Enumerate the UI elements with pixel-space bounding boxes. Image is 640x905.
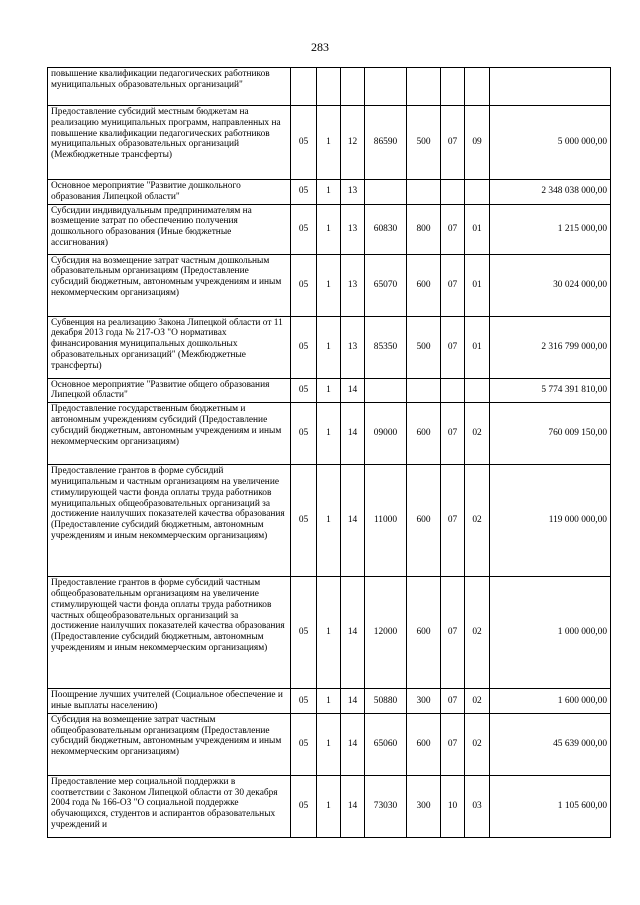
subsection-code [465, 180, 490, 205]
table-row [48, 378, 611, 403]
subprogram-code: 1 [317, 775, 341, 837]
activity-code: 13 [341, 254, 365, 316]
direction-code: 50880 [365, 689, 407, 714]
section-code: 07 [441, 465, 465, 577]
row-name: Субвенция на реализацию Закона Липецкой области от 11 декабря 2013 года № 217-ОЗ "О нормативах финансирования муниципальных дошкольных образовательных организаций" (Межбюджетные трансферты) [48, 316, 291, 378]
direction-code: 85350 [365, 316, 407, 378]
section-code: 07 [441, 713, 465, 775]
direction-code: 65070 [365, 254, 407, 316]
program-code: 05 [291, 465, 317, 577]
subsection-code: 03 [465, 775, 490, 837]
row-name: Предоставление грантов в форме субсидий муниципальным и частным организациям на увеличение стимулирующей части фонда оплаты труда работников муниципальных общеобразовательных организаций за достижение наилучших показателей качества образования (Предоставление субсидий бюджетным, автономным учреждениям и иным некоммерческим организациям) [48, 465, 291, 577]
expense-type-code: 500 [407, 106, 441, 180]
activity-code: 14 [341, 713, 365, 775]
section-code: 07 [441, 403, 465, 465]
subprogram-code: 1 [317, 180, 341, 205]
direction-code [365, 68, 407, 106]
activity-code: 14 [341, 465, 365, 577]
direction-code [365, 180, 407, 205]
program-code: 05 [291, 316, 317, 378]
subprogram-code: 1 [317, 465, 341, 577]
row-name: Предоставление грантов в форме субсидий частным общеобразовательным организациям на увеличение стимулирующей части фонда оплаты труда работников частных общеобразовательных организаций за достижение наилучших показателей качества образования (Предоставление субсидий бюджетным, автономным учреждениям и иным некоммерческим организациям) [48, 577, 291, 689]
amount: 1 600 000,00 [490, 689, 611, 714]
amount: 5 000 000,00 [490, 106, 611, 180]
row-name: Субсидия на возмещение затрат частным общеобразовательным организациям (Предоставление субсидий бюджетным, автономным учреждениям и иным некоммерческим организациям) [48, 713, 291, 775]
subsection-code: 02 [465, 403, 490, 465]
subprogram-code: 1 [317, 316, 341, 378]
row-name: Основное мероприятие "Развитие общего образования Липецкой области" [48, 378, 291, 403]
subsection-code: 09 [465, 106, 490, 180]
amount: 2 348 038 000,00 [490, 180, 611, 205]
amount: 1 000 000,00 [490, 577, 611, 689]
subsection-code: 01 [465, 204, 490, 254]
section-code [441, 180, 465, 205]
section-code: 07 [441, 254, 465, 316]
program-code: 05 [291, 775, 317, 837]
table-row [48, 689, 611, 714]
expense-type-code: 300 [407, 775, 441, 837]
table-row [48, 713, 611, 775]
subprogram-code [317, 68, 341, 106]
row-name: Поощрение лучших учителей (Социальное обеспечение и иные выплаты населению) [48, 689, 291, 714]
row-name: Предоставление государственным бюджетным и автономным учреждениям субсидий (Предоставление субсидий бюджетным, автономным учреждениям и иным некоммерческим организациям) [48, 403, 291, 465]
budget-table [47, 67, 611, 838]
table-row [48, 775, 611, 837]
direction-code: 11000 [365, 465, 407, 577]
table-row [48, 204, 611, 254]
subprogram-code: 1 [317, 204, 341, 254]
amount: 1 215 000,00 [490, 204, 611, 254]
expense-type-code: 500 [407, 316, 441, 378]
program-code: 05 [291, 403, 317, 465]
section-code: 07 [441, 106, 465, 180]
subsection-code: 02 [465, 577, 490, 689]
amount: 5 774 391 810,00 [490, 378, 611, 403]
row-name: Основное мероприятие "Развитие дошкольного образования Липецкой области" [48, 180, 291, 205]
table-row [48, 180, 611, 205]
section-code: 07 [441, 204, 465, 254]
table-row [48, 577, 611, 689]
expense-type-code [407, 378, 441, 403]
subsection-code: 02 [465, 465, 490, 577]
activity-code: 13 [341, 204, 365, 254]
program-code: 05 [291, 713, 317, 775]
expense-type-code: 600 [407, 465, 441, 577]
program-code: 05 [291, 378, 317, 403]
direction-code: 12000 [365, 577, 407, 689]
subprogram-code: 1 [317, 254, 341, 316]
activity-code [341, 68, 365, 106]
table-row [48, 106, 611, 180]
section-code: 07 [441, 689, 465, 714]
program-code [291, 68, 317, 106]
amount: 45 639 000,00 [490, 713, 611, 775]
activity-code: 14 [341, 577, 365, 689]
activity-code: 13 [341, 180, 365, 205]
budget-table-body [48, 68, 611, 838]
activity-code: 13 [341, 316, 365, 378]
amount: 760 009 150,00 [490, 403, 611, 465]
amount: 1 105 600,00 [490, 775, 611, 837]
page-number: 283 [311, 40, 329, 54]
table-row [48, 316, 611, 378]
direction-code: 73030 [365, 775, 407, 837]
subsection-code [465, 378, 490, 403]
subprogram-code: 1 [317, 577, 341, 689]
subsection-code [465, 68, 490, 106]
table-row [48, 68, 611, 106]
expense-type-code: 600 [407, 713, 441, 775]
section-code: 10 [441, 775, 465, 837]
activity-code: 14 [341, 775, 365, 837]
row-name: Субсидии индивидуальным предпринимателям на возмещение затрат по обеспечению получения дошкольного образования (Иные бюджетные ассигнования) [48, 204, 291, 254]
row-name: Предоставление субсидий местным бюджетам на реализацию муниципальных программ, направленных на повышение квалификации педагогических работников муниципальных образовательных организаций (Межбюджетные трансферты) [48, 106, 291, 180]
expense-type-code: 600 [407, 254, 441, 316]
activity-code: 14 [341, 378, 365, 403]
section-code [441, 68, 465, 106]
expense-type-code: 800 [407, 204, 441, 254]
direction-code: 60830 [365, 204, 407, 254]
direction-code: 86590 [365, 106, 407, 180]
amount: 2 316 799 000,00 [490, 316, 611, 378]
row-name: повышение квалификации педагогических работников муниципальных образовательных организаций" [48, 68, 291, 106]
row-name: Предоставление мер социальной поддержки в соответствии с Законом Липецкой области от 30 декабря 2004 года № 166-ОЗ "О социальной поддержке обучающихся, студентов и аспирантов образовательных учреждений и [48, 775, 291, 837]
subprogram-code: 1 [317, 378, 341, 403]
program-code: 05 [291, 689, 317, 714]
amount: 30 024 000,00 [490, 254, 611, 316]
amount [490, 68, 611, 106]
subsection-code: 01 [465, 254, 490, 316]
activity-code: 14 [341, 689, 365, 714]
amount: 119 000 000,00 [490, 465, 611, 577]
table-row [48, 465, 611, 577]
subprogram-code: 1 [317, 689, 341, 714]
section-code: 07 [441, 316, 465, 378]
subprogram-code: 1 [317, 106, 341, 180]
program-code: 05 [291, 204, 317, 254]
direction-code: 65060 [365, 713, 407, 775]
expense-type-code [407, 180, 441, 205]
direction-code: 09000 [365, 403, 407, 465]
expense-type-code [407, 68, 441, 106]
subsection-code: 02 [465, 689, 490, 714]
activity-code: 12 [341, 106, 365, 180]
program-code: 05 [291, 577, 317, 689]
expense-type-code: 600 [407, 577, 441, 689]
activity-code: 14 [341, 403, 365, 465]
section-code: 07 [441, 577, 465, 689]
subprogram-code: 1 [317, 403, 341, 465]
program-code: 05 [291, 180, 317, 205]
table-row [48, 254, 611, 316]
table-row [48, 403, 611, 465]
section-code [441, 378, 465, 403]
subsection-code: 01 [465, 316, 490, 378]
expense-type-code: 300 [407, 689, 441, 714]
expense-type-code: 600 [407, 403, 441, 465]
program-code: 05 [291, 254, 317, 316]
direction-code [365, 378, 407, 403]
program-code: 05 [291, 106, 317, 180]
subprogram-code: 1 [317, 713, 341, 775]
subsection-code: 02 [465, 713, 490, 775]
row-name: Субсидия на возмещение затрат частным дошкольным образовательным организациям (Предоставление субсидий бюджетным, автономным учреждениям и иным некоммерческим организациям) [48, 254, 291, 316]
